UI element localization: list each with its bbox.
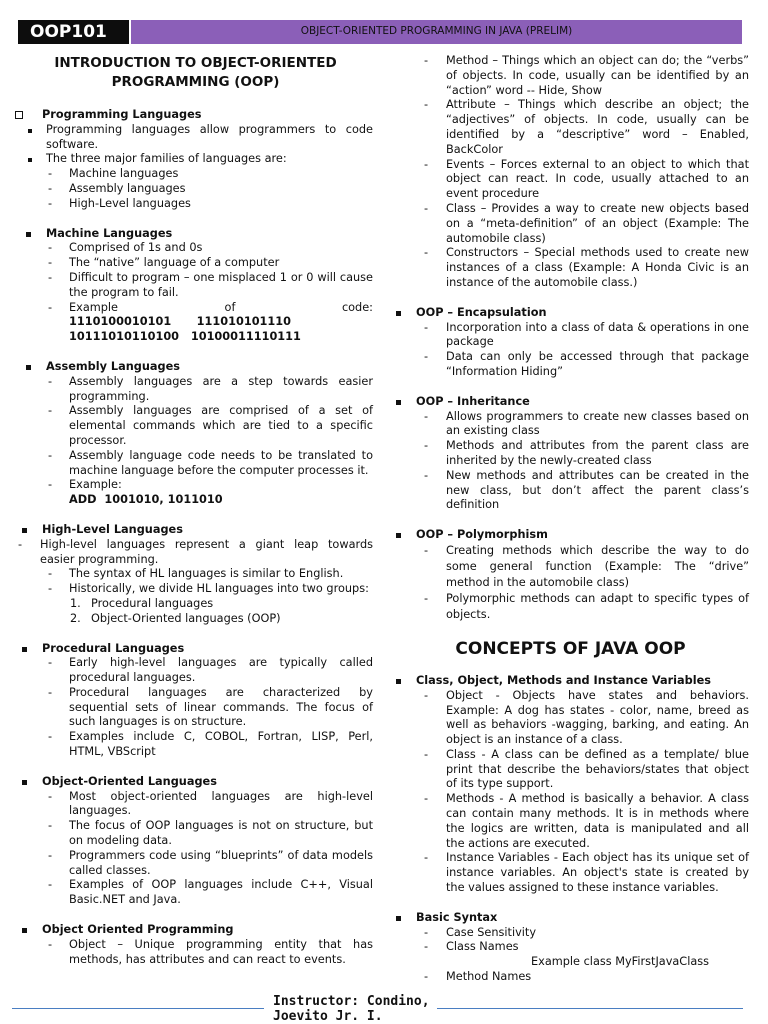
- list-item: - Case Sensitivity: [424, 925, 537, 939]
- list-item: - Method – Things which an object can do; the “verbs” of objects. In code, usually can be identified by an “action” word -- Hide, Show: [424, 54, 749, 97]
- section-class-object: [392, 674, 749, 896]
- section-heading: High-Level Languages: [18, 523, 373, 538]
- footer-rule-left: [12, 1008, 264, 1009]
- right-column: [392, 54, 749, 1000]
- square-bullet-icon: [22, 528, 27, 533]
- list-item: - Most object-oriented languages are high-level languages.: [48, 789, 373, 818]
- section-title: CONCEPTS OF JAVA OOP: [455, 638, 686, 659]
- list-item: - Methods - A method is basically a behavior. A class can contain many methods. It is in methods where the logics are written, data is manipulated and all the actions are executed.: [424, 792, 749, 850]
- square-bullet-icon: [28, 129, 32, 133]
- list-item: - Machine languages: [48, 167, 179, 181]
- list-item: - Class – Provides a way to create new objects based on a “meta-definition” of an object (Example: The automobile class): [424, 201, 749, 245]
- list-item: - High-Level languages: [48, 196, 191, 210]
- page-header: [18, 20, 742, 44]
- section-programming-languages: [18, 108, 373, 212]
- course-title: OBJECT-ORIENTED PROGRAMMING IN JAVA (PRELIM): [131, 20, 742, 44]
- section-assembly-languages: [18, 360, 373, 508]
- section-heading: OOP – Encapsulation: [392, 306, 749, 321]
- list-item: - Procedural languages are characterized by sequential sets of linear commands. The focus of such languages is on structure.: [48, 685, 373, 729]
- section-heading: Object-Oriented Languages: [18, 775, 373, 790]
- section-polymorphism: [392, 528, 749, 623]
- square-bullet-icon: [22, 780, 27, 785]
- square-bullet-icon: [396, 916, 401, 921]
- section-object-oriented-programming: [18, 923, 373, 967]
- section-heading: Basic Syntax: [392, 911, 749, 926]
- list-item: - Method Names: [424, 970, 532, 984]
- section-heading: Assembly Languages: [18, 360, 373, 375]
- list-item: - Allows programmers to create new classes based on an existing class: [424, 409, 749, 438]
- section-high-level-languages: [18, 523, 373, 627]
- list-item: - Example of code:: [48, 300, 373, 314]
- list-item: - New methods and attributes can be created in the new class, but don’t affect the parent class’s definition: [424, 468, 749, 512]
- list-item: - Example:: [48, 478, 122, 492]
- list-item: - Programmers code using “blueprints” of data models called classes.: [48, 848, 373, 877]
- code-example: ADD 1001010, 1011010: [69, 493, 223, 507]
- numbered-item: 2. Object-Oriented languages (OOP): [70, 611, 281, 625]
- list-item: - Polymorphic methods can adapt to specific types of objects.: [424, 591, 749, 621]
- square-bullet-icon: [396, 311, 401, 316]
- list-item: - Class Names: [424, 940, 519, 954]
- list-item: - Object – Unique programming entity that has methods, has attributes and can react to events.: [48, 937, 373, 966]
- section-heading: Machine Languages: [18, 227, 373, 242]
- list-item: - High-level languages represent a giant leap towards easier programming.: [18, 537, 373, 566]
- section-heading: OOP – Polymorphism: [392, 528, 749, 543]
- section-heading: Class, Object, Methods and Instance Variables: [392, 674, 749, 689]
- section-basic-syntax: [392, 911, 749, 985]
- section-inheritance: [392, 395, 749, 513]
- section-encapsulation: [392, 306, 749, 380]
- square-bullet-icon: [22, 647, 27, 652]
- square-bullet-icon: [26, 365, 31, 370]
- footer-rule-right: [437, 1008, 743, 1009]
- code-example: 10111010110100 10100011110111: [69, 330, 301, 344]
- list-item: - Historically, we divide HL languages into two groups:: [48, 582, 369, 596]
- list-item: - Examples of OOP languages include C++, Visual Basic.NET and Java.: [48, 878, 373, 907]
- section-machine-languages: [18, 227, 373, 345]
- list-item: - Events – Forces external to an object to which that object can react. In code, usually attached to an event procedure: [424, 157, 749, 201]
- list-item: - Creating methods which describe the way to do some general function (Example: The “drive” method in the automobile class): [424, 543, 749, 589]
- square-bullet-icon: [22, 928, 27, 933]
- list-item: - Object - Objects have states and behaviors. Example: A dog has states - color, name, breed as well as behaviors -wagging, barking, and eating. An object is an instance of a class.: [424, 688, 749, 747]
- code-example: 1110100010101 111010101110: [69, 315, 291, 329]
- section-heading: OOP – Inheritance: [392, 395, 749, 410]
- list-item: - Incorporation into a class of data & operations in one package: [424, 320, 749, 349]
- section-procedural-languages: [18, 642, 373, 760]
- list-item: - Methods and attributes from the parent class are inherited by the newly-created class: [424, 439, 749, 467]
- list-item: - The “native” language of a computer: [48, 256, 280, 270]
- left-column: [18, 54, 373, 982]
- list-item: - Difficult to program – one misplaced 1 or 0 will cause the program to fail.: [48, 270, 373, 299]
- list-item: - The focus of OOP languages is not on structure, but on modeling data.: [48, 819, 373, 848]
- list-item: - The syntax of HL languages is similar to English.: [48, 567, 344, 581]
- list-item: - Assembly language code needs to be translated to machine language before the computer processes it.: [48, 448, 373, 477]
- checkbox-bullet-icon: [15, 111, 23, 119]
- list-item: - Early high-level languages are typically called procedural languages.: [48, 656, 373, 685]
- course-code: OOP101: [18, 20, 129, 44]
- section-oop-continued: [392, 54, 749, 291]
- section-heading: Object Oriented Programming: [18, 923, 373, 938]
- square-bullet-icon: [396, 533, 401, 538]
- section-heading: Procedural Languages: [18, 642, 373, 657]
- square-bullet-icon: [26, 232, 31, 237]
- list-item: - Data can only be accessed through that package “Information Hiding”: [424, 350, 749, 378]
- square-bullet-icon: [28, 158, 32, 162]
- document-title: INTRODUCTION TO OBJECT-ORIENTED PROGRAMMING (OOP): [54, 55, 337, 90]
- list-item: - Attribute – Things which describe an object; the “adjectives” of objects. In code, usually can be identified by a “descriptive” word – Enabled, BackColor: [424, 98, 749, 156]
- list-item: - Constructors – Special methods used to create new instances of a class (Example: A Honda Civic is an instance of the automobile class.): [424, 246, 749, 289]
- list-item: - Class - A class can be defined as a template/ blue print that describe the behaviors/states that object of its type support.: [424, 747, 749, 791]
- list-item: - Examples include C, COBOL, Fortran, LISP, Perl, HTML, VBScript: [48, 730, 373, 759]
- square-bullet-icon: [396, 679, 401, 684]
- list-item: Programming languages allow programmers to code software.: [18, 123, 373, 153]
- square-bullet-icon: [396, 400, 401, 405]
- section-heading: Programming Languages: [18, 108, 373, 123]
- list-item: - Assembly languages: [48, 181, 186, 195]
- numbered-item: 1. Procedural languages: [70, 596, 214, 610]
- section-object-oriented-languages: [18, 775, 373, 908]
- list-item: - Assembly languages are comprised of a set of elemental commands which are tied to a specific processor.: [48, 404, 373, 447]
- instructor-credit: Instructor: Condino, Joevito Jr. I.: [273, 994, 430, 1024]
- list-item: - Assembly languages are a step towards easier programming.: [48, 374, 373, 403]
- list-item: - Instance Variables - Each object has its unique set of instance variables. An object's state is created by the values assigned to these instance variables.: [424, 851, 749, 895]
- syntax-example: Example class MyFirstJavaClass: [531, 955, 710, 969]
- list-item: The three major families of languages are:: [18, 152, 373, 167]
- list-item: - Comprised of 1s and 0s: [48, 241, 203, 255]
